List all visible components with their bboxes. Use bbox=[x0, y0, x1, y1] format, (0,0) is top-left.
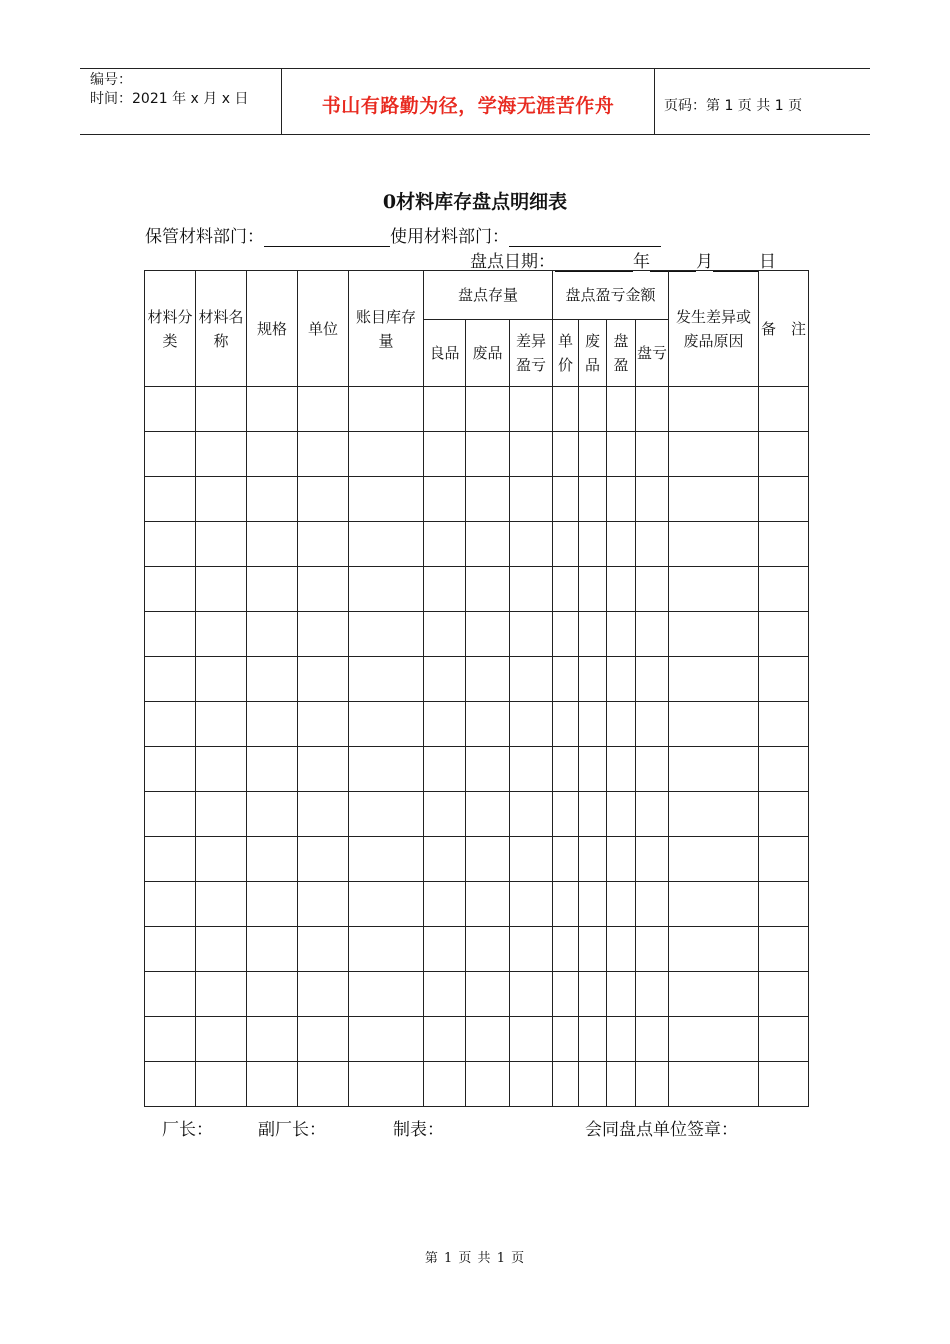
header-diff: 差异盈亏 bbox=[510, 320, 553, 387]
table-cell[interactable] bbox=[636, 972, 669, 1017]
table-cell[interactable] bbox=[196, 477, 247, 522]
table-cell[interactable] bbox=[424, 477, 466, 522]
number-label: 编号： bbox=[90, 72, 132, 88]
table-cell[interactable] bbox=[466, 1062, 510, 1107]
table-cell[interactable] bbox=[553, 387, 579, 432]
table-cell[interactable] bbox=[196, 1017, 247, 1062]
table-cell[interactable] bbox=[669, 747, 759, 792]
table-cell[interactable] bbox=[196, 747, 247, 792]
table-cell[interactable] bbox=[196, 432, 247, 477]
table-cell[interactable] bbox=[145, 1062, 196, 1107]
table-cell[interactable] bbox=[607, 612, 636, 657]
table-cell[interactable] bbox=[247, 567, 298, 612]
table-cell[interactable] bbox=[579, 477, 607, 522]
table-cell[interactable] bbox=[466, 477, 510, 522]
table-cell[interactable] bbox=[145, 387, 196, 432]
table-cell[interactable] bbox=[759, 882, 809, 927]
table-cell[interactable] bbox=[607, 927, 636, 972]
table-cell[interactable] bbox=[298, 1062, 349, 1107]
table-cell[interactable] bbox=[669, 1017, 759, 1062]
table-cell[interactable] bbox=[349, 432, 424, 477]
header-category: 材料分类 bbox=[145, 271, 196, 387]
user-dept-label: 使用材料部门： bbox=[390, 227, 509, 247]
header-surplus: 盘盈 bbox=[607, 320, 636, 387]
table-cell[interactable] bbox=[607, 432, 636, 477]
table-cell[interactable] bbox=[196, 1062, 247, 1107]
table-cell[interactable] bbox=[247, 432, 298, 477]
table-cell[interactable] bbox=[669, 612, 759, 657]
table-cell[interactable] bbox=[669, 972, 759, 1017]
table-cell[interactable] bbox=[510, 882, 553, 927]
table-cell[interactable] bbox=[607, 972, 636, 1017]
year-label: 年 bbox=[633, 252, 650, 272]
table-cell[interactable] bbox=[579, 432, 607, 477]
table-cell[interactable] bbox=[579, 792, 607, 837]
table-cell[interactable] bbox=[579, 657, 607, 702]
table-cell[interactable] bbox=[466, 432, 510, 477]
header-waste: 废品 bbox=[466, 320, 510, 387]
table-cell[interactable] bbox=[247, 477, 298, 522]
table-cell[interactable] bbox=[424, 882, 466, 927]
table-cell[interactable] bbox=[424, 702, 466, 747]
table-cell[interactable] bbox=[510, 387, 553, 432]
table-cell[interactable] bbox=[759, 432, 809, 477]
table-cell[interactable] bbox=[196, 972, 247, 1017]
header-loss: 盘亏 bbox=[636, 320, 669, 387]
table-cell[interactable] bbox=[196, 387, 247, 432]
header-left-info bbox=[90, 71, 248, 109]
table-cell[interactable] bbox=[466, 792, 510, 837]
table-cell[interactable] bbox=[196, 882, 247, 927]
table-cell[interactable] bbox=[349, 927, 424, 972]
table-cell[interactable] bbox=[349, 747, 424, 792]
table-cell[interactable] bbox=[196, 567, 247, 612]
table-cell[interactable] bbox=[510, 792, 553, 837]
table-body bbox=[145, 387, 809, 1107]
table-cell[interactable] bbox=[510, 927, 553, 972]
table-cell[interactable] bbox=[669, 792, 759, 837]
table-row bbox=[145, 477, 809, 522]
page-code: 页码：第 1 页 共 1 页 bbox=[664, 98, 803, 114]
table-cell[interactable] bbox=[196, 927, 247, 972]
table-cell[interactable] bbox=[247, 927, 298, 972]
table-row bbox=[145, 882, 809, 927]
table-cell[interactable] bbox=[349, 1017, 424, 1062]
table-cell[interactable] bbox=[145, 522, 196, 567]
header-unit-price: 单价 bbox=[553, 320, 579, 387]
table-cell[interactable] bbox=[145, 792, 196, 837]
table-cell[interactable] bbox=[759, 477, 809, 522]
table-cell[interactable] bbox=[298, 792, 349, 837]
table-cell[interactable] bbox=[466, 567, 510, 612]
table-cell[interactable] bbox=[298, 882, 349, 927]
factory-director-label: 厂长： bbox=[162, 1120, 213, 1140]
table-cell[interactable] bbox=[607, 882, 636, 927]
table-cell[interactable] bbox=[510, 1062, 553, 1107]
table-cell[interactable] bbox=[553, 747, 579, 792]
table-cell[interactable] bbox=[553, 837, 579, 882]
table-row bbox=[145, 657, 809, 702]
table-cell[interactable] bbox=[759, 927, 809, 972]
table-cell[interactable] bbox=[636, 1062, 669, 1107]
table-cell[interactable] bbox=[553, 567, 579, 612]
table-cell[interactable] bbox=[553, 927, 579, 972]
table-cell[interactable] bbox=[759, 1017, 809, 1062]
table-cell[interactable] bbox=[579, 702, 607, 747]
table-cell[interactable] bbox=[607, 387, 636, 432]
table-cell[interactable] bbox=[607, 567, 636, 612]
table-cell[interactable] bbox=[759, 387, 809, 432]
table-cell[interactable] bbox=[607, 837, 636, 882]
table-cell[interactable] bbox=[247, 387, 298, 432]
table-cell[interactable] bbox=[466, 972, 510, 1017]
table-cell[interactable] bbox=[145, 972, 196, 1017]
table-cell[interactable] bbox=[636, 747, 669, 792]
table-cell[interactable] bbox=[669, 927, 759, 972]
page-title: 0材料库存盘点明细表 bbox=[382, 191, 568, 213]
prepared-by-label: 制表： bbox=[393, 1120, 444, 1140]
table-cell[interactable] bbox=[510, 612, 553, 657]
table-cell[interactable] bbox=[298, 387, 349, 432]
table-cell[interactable] bbox=[298, 567, 349, 612]
count-date-line bbox=[470, 247, 776, 272]
table-cell[interactable] bbox=[510, 837, 553, 882]
table-cell[interactable] bbox=[510, 477, 553, 522]
table-cell[interactable] bbox=[349, 837, 424, 882]
table-cell[interactable] bbox=[424, 1062, 466, 1107]
table-cell[interactable] bbox=[759, 792, 809, 837]
table-cell[interactable] bbox=[424, 927, 466, 972]
table-cell[interactable] bbox=[636, 432, 669, 477]
table-cell[interactable] bbox=[607, 1062, 636, 1107]
table-cell[interactable] bbox=[759, 837, 809, 882]
table-cell[interactable] bbox=[636, 792, 669, 837]
table-cell[interactable] bbox=[196, 792, 247, 837]
table-cell[interactable] bbox=[349, 522, 424, 567]
table-cell[interactable] bbox=[510, 567, 553, 612]
table-cell[interactable] bbox=[553, 612, 579, 657]
table-cell[interactable] bbox=[349, 1062, 424, 1107]
table-cell[interactable] bbox=[510, 432, 553, 477]
table-cell[interactable] bbox=[298, 972, 349, 1017]
table-cell[interactable] bbox=[424, 972, 466, 1017]
table-cell[interactable] bbox=[145, 702, 196, 747]
table-cell[interactable] bbox=[145, 567, 196, 612]
table-cell[interactable] bbox=[247, 657, 298, 702]
table-cell[interactable] bbox=[759, 567, 809, 612]
table-cell[interactable] bbox=[196, 837, 247, 882]
table-cell[interactable] bbox=[466, 747, 510, 792]
table-cell[interactable] bbox=[145, 432, 196, 477]
table-cell[interactable] bbox=[466, 837, 510, 882]
table-row bbox=[145, 972, 809, 1017]
time-label: 时间：2021 年 x 月 x 日 bbox=[90, 91, 249, 107]
table-cell[interactable] bbox=[636, 657, 669, 702]
table-cell[interactable] bbox=[579, 927, 607, 972]
header-motto: 书山有路勤为径，学海无涯苦作舟 bbox=[321, 95, 615, 117]
page-footer: 第 1 页 共 1 页 bbox=[424, 1251, 526, 1266]
date-label: 盘点日期： bbox=[470, 252, 555, 272]
table-cell[interactable] bbox=[669, 837, 759, 882]
header-count-group: 盘点存量 bbox=[424, 271, 553, 320]
table-cell[interactable] bbox=[247, 882, 298, 927]
table-cell[interactable] bbox=[196, 702, 247, 747]
table-cell[interactable] bbox=[196, 612, 247, 657]
table-row bbox=[145, 702, 809, 747]
table-cell[interactable] bbox=[579, 387, 607, 432]
table-cell[interactable] bbox=[298, 747, 349, 792]
table-cell[interactable] bbox=[607, 522, 636, 567]
table-cell[interactable] bbox=[298, 927, 349, 972]
table-cell[interactable] bbox=[424, 387, 466, 432]
table-cell[interactable] bbox=[669, 882, 759, 927]
header-unit: 单位 bbox=[298, 271, 349, 387]
table-cell[interactable] bbox=[579, 972, 607, 1017]
table-cell[interactable] bbox=[298, 477, 349, 522]
keeper-dept-label: 保管材料部门： bbox=[145, 227, 264, 247]
table-cell[interactable] bbox=[579, 567, 607, 612]
table-cell[interactable] bbox=[298, 837, 349, 882]
table-row bbox=[145, 432, 809, 477]
keeper-dept-field[interactable] bbox=[264, 229, 390, 247]
table-cell[interactable] bbox=[607, 657, 636, 702]
table-cell[interactable] bbox=[553, 432, 579, 477]
table-cell[interactable] bbox=[607, 477, 636, 522]
table-row bbox=[145, 837, 809, 882]
table-cell[interactable] bbox=[636, 837, 669, 882]
table-row bbox=[145, 927, 809, 972]
table-cell[interactable] bbox=[510, 522, 553, 567]
table-cell[interactable] bbox=[636, 522, 669, 567]
table-cell[interactable] bbox=[349, 612, 424, 657]
user-dept-field[interactable] bbox=[509, 229, 661, 247]
table-cell[interactable] bbox=[759, 657, 809, 702]
table-row bbox=[145, 387, 809, 432]
table-row bbox=[145, 612, 809, 657]
table-cell[interactable] bbox=[669, 567, 759, 612]
table-cell[interactable] bbox=[145, 477, 196, 522]
header-good: 良品 bbox=[424, 320, 466, 387]
table-cell[interactable] bbox=[247, 522, 298, 567]
table-cell[interactable] bbox=[424, 657, 466, 702]
table-cell[interactable] bbox=[669, 477, 759, 522]
inventory-table bbox=[144, 270, 809, 1107]
table-cell[interactable] bbox=[247, 1062, 298, 1107]
table-cell[interactable] bbox=[759, 1062, 809, 1107]
table-cell[interactable] bbox=[466, 657, 510, 702]
table-cell[interactable] bbox=[349, 657, 424, 702]
table-cell[interactable] bbox=[759, 747, 809, 792]
header-divider bbox=[654, 69, 655, 135]
table-cell[interactable] bbox=[298, 702, 349, 747]
table-cell[interactable] bbox=[579, 522, 607, 567]
table-cell[interactable] bbox=[553, 972, 579, 1017]
table-cell[interactable] bbox=[579, 1062, 607, 1107]
table-cell[interactable] bbox=[553, 882, 579, 927]
table-cell[interactable] bbox=[636, 702, 669, 747]
header-spec: 规格 bbox=[247, 271, 298, 387]
header-row bbox=[145, 271, 809, 320]
table-cell[interactable] bbox=[636, 387, 669, 432]
department-line bbox=[145, 222, 661, 247]
table-cell[interactable] bbox=[349, 792, 424, 837]
table-cell[interactable] bbox=[298, 657, 349, 702]
table-cell[interactable] bbox=[636, 612, 669, 657]
table-cell[interactable] bbox=[759, 522, 809, 567]
table-cell[interactable] bbox=[145, 837, 196, 882]
table-cell[interactable] bbox=[553, 477, 579, 522]
table-cell[interactable] bbox=[579, 882, 607, 927]
table-cell[interactable] bbox=[424, 1017, 466, 1062]
table-cell[interactable] bbox=[349, 477, 424, 522]
table-cell[interactable] bbox=[553, 792, 579, 837]
table-cell[interactable] bbox=[759, 972, 809, 1017]
table-cell[interactable] bbox=[466, 882, 510, 927]
table-cell[interactable] bbox=[669, 522, 759, 567]
header-book-stock: 账目库存 量 bbox=[349, 271, 424, 387]
table-cell[interactable] bbox=[579, 747, 607, 792]
table-cell[interactable] bbox=[145, 612, 196, 657]
table-cell[interactable] bbox=[553, 702, 579, 747]
table-cell[interactable] bbox=[247, 837, 298, 882]
header-amount-group: 盘点盈亏金额 bbox=[553, 271, 669, 320]
header-remark: 备 注 bbox=[759, 271, 809, 387]
table-cell[interactable] bbox=[553, 1062, 579, 1107]
table-cell[interactable] bbox=[466, 612, 510, 657]
table-cell[interactable] bbox=[247, 747, 298, 792]
table-cell[interactable] bbox=[636, 567, 669, 612]
header-reason: 发生差异或废品原因 bbox=[669, 271, 759, 387]
table-cell[interactable] bbox=[196, 522, 247, 567]
table-cell[interactable] bbox=[424, 612, 466, 657]
table-row bbox=[145, 1062, 809, 1107]
table-cell[interactable] bbox=[145, 1017, 196, 1062]
table-cell[interactable] bbox=[424, 837, 466, 882]
table-cell[interactable] bbox=[669, 657, 759, 702]
table-cell[interactable] bbox=[510, 702, 553, 747]
table-cell[interactable] bbox=[145, 747, 196, 792]
table-cell[interactable] bbox=[636, 477, 669, 522]
table-cell[interactable] bbox=[636, 927, 669, 972]
table-row bbox=[145, 567, 809, 612]
table-row bbox=[145, 1017, 809, 1062]
table-cell[interactable] bbox=[424, 747, 466, 792]
table-cell[interactable] bbox=[247, 792, 298, 837]
table-cell[interactable] bbox=[349, 567, 424, 612]
table-cell[interactable] bbox=[607, 747, 636, 792]
table-cell[interactable] bbox=[349, 882, 424, 927]
table-cell[interactable] bbox=[669, 1062, 759, 1107]
table-cell[interactable] bbox=[759, 702, 809, 747]
table-cell[interactable] bbox=[298, 612, 349, 657]
table-cell[interactable] bbox=[510, 972, 553, 1017]
table-cell[interactable] bbox=[607, 792, 636, 837]
table-cell[interactable] bbox=[424, 432, 466, 477]
table-cell[interactable] bbox=[466, 702, 510, 747]
table-row bbox=[145, 522, 809, 567]
table-cell[interactable] bbox=[759, 612, 809, 657]
table-cell[interactable] bbox=[510, 747, 553, 792]
table-cell[interactable] bbox=[607, 1017, 636, 1062]
table-cell[interactable] bbox=[466, 522, 510, 567]
table-cell[interactable] bbox=[247, 1017, 298, 1062]
table-cell[interactable] bbox=[424, 567, 466, 612]
table-cell[interactable] bbox=[553, 657, 579, 702]
day-label: 日 bbox=[759, 252, 776, 272]
table-cell[interactable] bbox=[247, 702, 298, 747]
table-cell[interactable] bbox=[579, 612, 607, 657]
table-cell[interactable] bbox=[669, 702, 759, 747]
table-cell[interactable] bbox=[636, 1017, 669, 1062]
table-cell[interactable] bbox=[669, 387, 759, 432]
table-cell[interactable] bbox=[636, 882, 669, 927]
month-label: 月 bbox=[696, 252, 713, 272]
header-name: 材料名称 bbox=[196, 271, 247, 387]
table-cell[interactable] bbox=[247, 972, 298, 1017]
table-cell[interactable] bbox=[145, 657, 196, 702]
table-cell[interactable] bbox=[466, 387, 510, 432]
table-cell[interactable] bbox=[510, 1017, 553, 1062]
table-cell[interactable] bbox=[298, 432, 349, 477]
table-cell[interactable] bbox=[669, 432, 759, 477]
table-cell[interactable] bbox=[553, 522, 579, 567]
table-cell[interactable] bbox=[466, 927, 510, 972]
table-cell[interactable] bbox=[145, 927, 196, 972]
table-cell[interactable] bbox=[424, 792, 466, 837]
table-cell[interactable] bbox=[145, 882, 196, 927]
header-waste-amount: 废品 bbox=[579, 320, 607, 387]
table-cell[interactable] bbox=[349, 702, 424, 747]
table-cell[interactable] bbox=[196, 657, 247, 702]
deputy-director-label: 副厂长： bbox=[258, 1120, 326, 1140]
table-cell[interactable] bbox=[247, 612, 298, 657]
table-cell[interactable] bbox=[349, 387, 424, 432]
joint-seal-label: 会同盘点单位签章： bbox=[585, 1120, 738, 1140]
document-header bbox=[80, 68, 870, 135]
table-cell[interactable] bbox=[553, 1017, 579, 1062]
table-cell[interactable] bbox=[424, 522, 466, 567]
table-row bbox=[145, 792, 809, 837]
table-cell[interactable] bbox=[607, 702, 636, 747]
table-cell[interactable] bbox=[298, 522, 349, 567]
table-cell[interactable] bbox=[298, 1017, 349, 1062]
table-cell[interactable] bbox=[349, 972, 424, 1017]
table-cell[interactable] bbox=[579, 837, 607, 882]
table-row bbox=[145, 747, 809, 792]
table-cell[interactable] bbox=[510, 657, 553, 702]
table-cell[interactable] bbox=[466, 1017, 510, 1062]
table-cell[interactable] bbox=[579, 1017, 607, 1062]
